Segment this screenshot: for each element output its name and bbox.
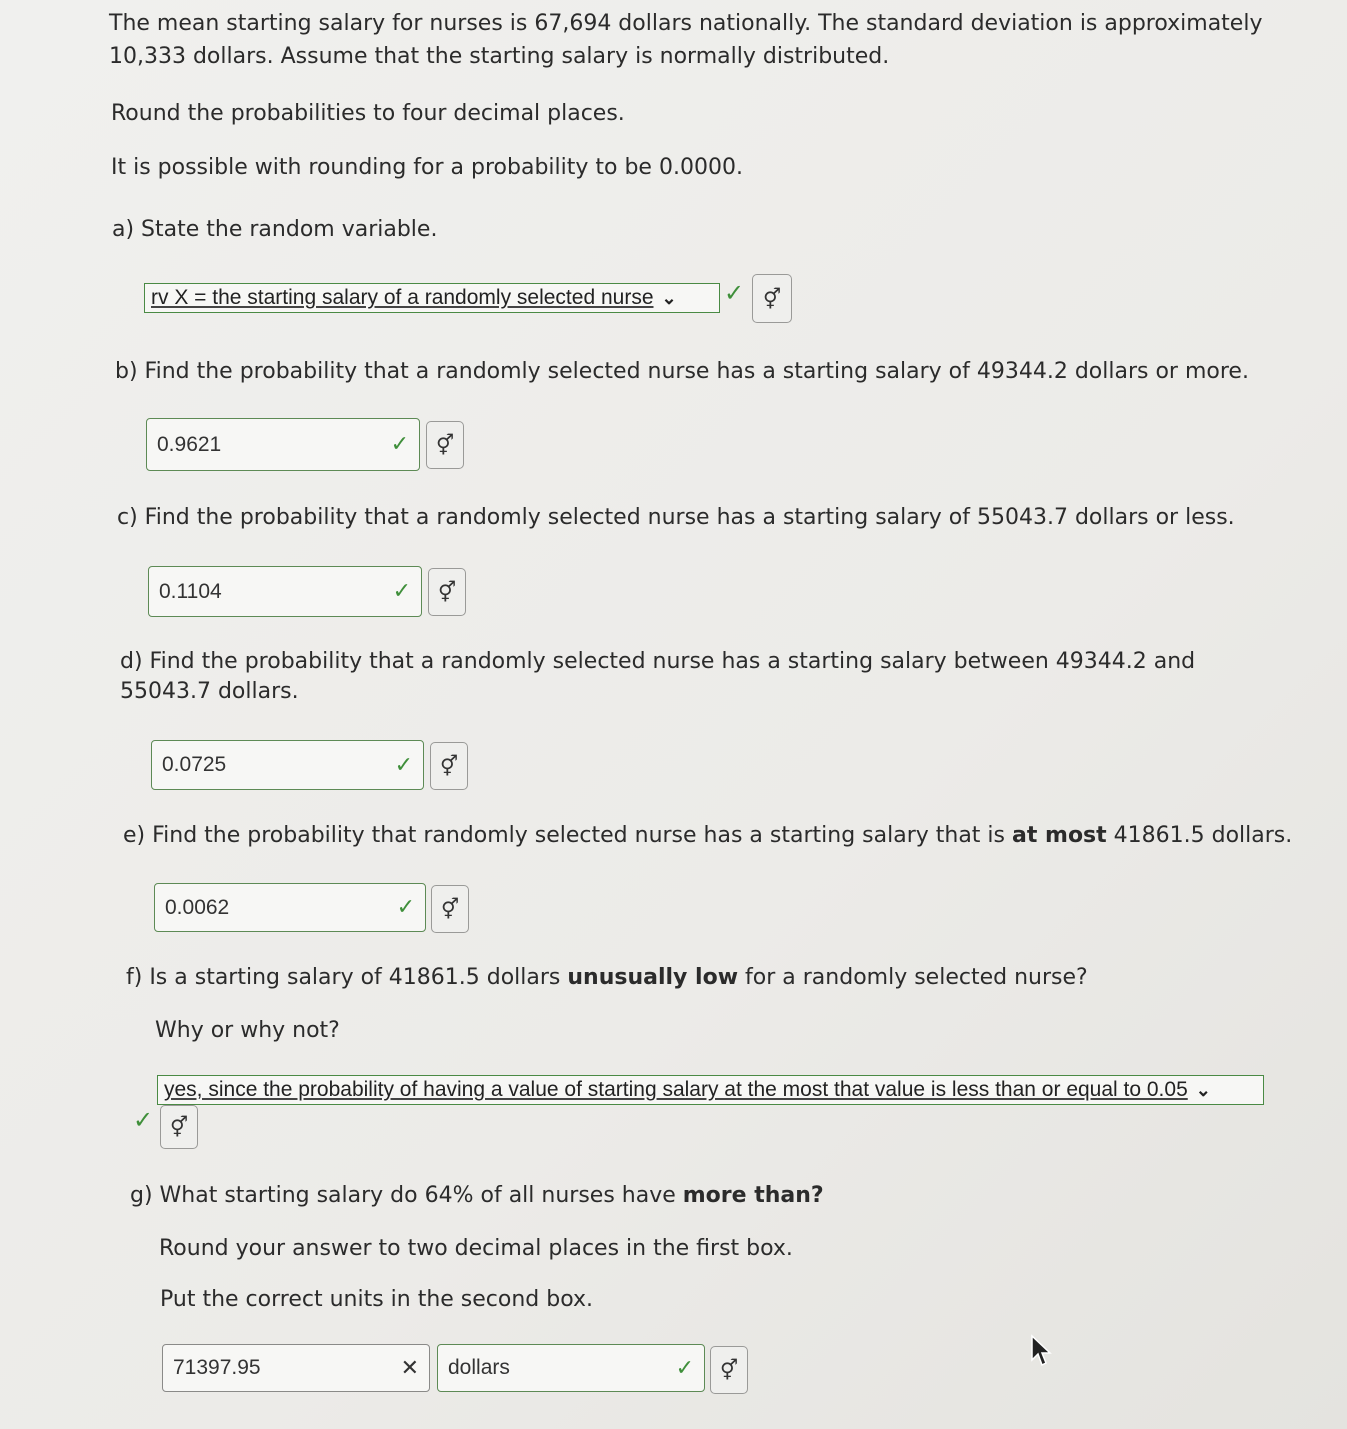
help-icon: ⚥: [437, 580, 457, 604]
help-icon-button-b[interactable]: [426, 421, 464, 469]
check-icon: ✓: [724, 279, 745, 307]
check-icon: ✓: [396, 895, 415, 920]
question-g: [130, 1180, 824, 1212]
reason-value: yes, since the probability of having a value of starting salary at the most that value is less than or equal to 0.05: [164, 1078, 1188, 1101]
question-f: [126, 962, 1088, 994]
answer-g-units: dollars: [448, 1356, 510, 1379]
answer-b-input[interactable]: [146, 418, 420, 471]
chevron-down-icon: ⌄: [1195, 1079, 1211, 1100]
question-g-emphasis: more than?: [682, 1183, 824, 1208]
question-f-text-end: for a randomly selected nurse?: [738, 965, 1088, 990]
question-e-emphasis: at most: [1012, 823, 1107, 848]
x-icon: ✕: [400, 1355, 419, 1381]
question-f-emphasis: unusually low: [567, 965, 739, 990]
question-e: [123, 820, 1292, 852]
help-icon-button-c[interactable]: [428, 568, 466, 616]
help-icon: ⚥: [435, 433, 455, 457]
help-icon-button-d[interactable]: [430, 742, 468, 790]
answer-g-units-input[interactable]: [437, 1344, 705, 1392]
answer-e-input[interactable]: [154, 883, 426, 932]
check-icon: ✓: [392, 579, 411, 604]
intro-line-1: The mean starting salary for nurses is 67,694 dollars nationally. The standard deviation is approximately: [109, 11, 1263, 36]
help-icon-button-a[interactable]: [752, 274, 792, 323]
help-icon: ⚥: [719, 1358, 739, 1382]
question-e-text: e) Find the probability that randomly selected nurse has a starting salary that is: [123, 823, 1012, 848]
intro-line-2: 10,333 dollars. Assume that the starting salary is normally distributed.: [109, 44, 890, 69]
question-d: d) Find the probability that a randomly selected nurse has a starting salary between 49344.2 and 55043.7 dollars.: [120, 649, 1196, 704]
answer-c-input[interactable]: [148, 566, 422, 617]
help-icon-button-g[interactable]: [710, 1346, 748, 1394]
answer-g-value-input[interactable]: [162, 1344, 430, 1392]
round-note: Round the probabilities to four decimal places.: [111, 101, 625, 126]
check-icon: ✓: [390, 432, 409, 457]
answer-d-value: 0.0725: [162, 753, 227, 776]
question-a: a) State the random variable.: [112, 217, 438, 242]
check-icon: ✓: [675, 1355, 694, 1381]
answer-b-value: 0.9621: [157, 432, 222, 456]
question-b: b) Find the probability that a randomly selected nurse has a starting salary of 49344.2 dollars or more.: [115, 359, 1249, 384]
check-icon: ✓: [133, 1106, 154, 1134]
help-icon-button-e[interactable]: [431, 885, 469, 933]
reason-select[interactable]: [157, 1075, 1264, 1105]
round-note-g: Round your answer to two decimal places in the first box.: [159, 1236, 793, 1261]
help-icon: ⚥: [169, 1115, 189, 1139]
chevron-down-icon: ⌄: [661, 287, 677, 308]
mouse-cursor-icon: [1030, 1334, 1052, 1368]
answer-e-value: 0.0062: [165, 895, 230, 919]
question-g-text: g) What starting salary do 64% of all nurses have: [130, 1183, 683, 1208]
answer-g-value: 71397.95: [173, 1356, 261, 1379]
answer-d-input[interactable]: [151, 740, 424, 790]
question-c: c) Find the probability that a randomly selected nurse has a starting salary of 55043.7 dollars or less.: [117, 505, 1235, 530]
random-variable-select[interactable]: [144, 283, 720, 313]
check-icon: ✓: [394, 752, 413, 778]
random-variable-value: rv X = the starting salary of a randomly selected nurse: [151, 286, 654, 309]
why-prompt: Why or why not?: [155, 1018, 340, 1043]
units-note-g: Put the correct units in the second box.: [160, 1287, 594, 1312]
question-e-text-end: 41861.5 dollars.: [1106, 823, 1293, 848]
question-f-text: f) Is a starting salary of 41861.5 dollars: [126, 965, 568, 990]
help-icon-button-f[interactable]: [160, 1105, 198, 1149]
help-icon: ⚥: [439, 754, 459, 778]
help-icon: ⚥: [440, 897, 460, 921]
help-icon: ⚥: [762, 286, 782, 311]
answer-c-value: 0.1104: [159, 579, 222, 603]
zero-note: It is possible with rounding for a probability to be 0.0000.: [111, 155, 743, 180]
